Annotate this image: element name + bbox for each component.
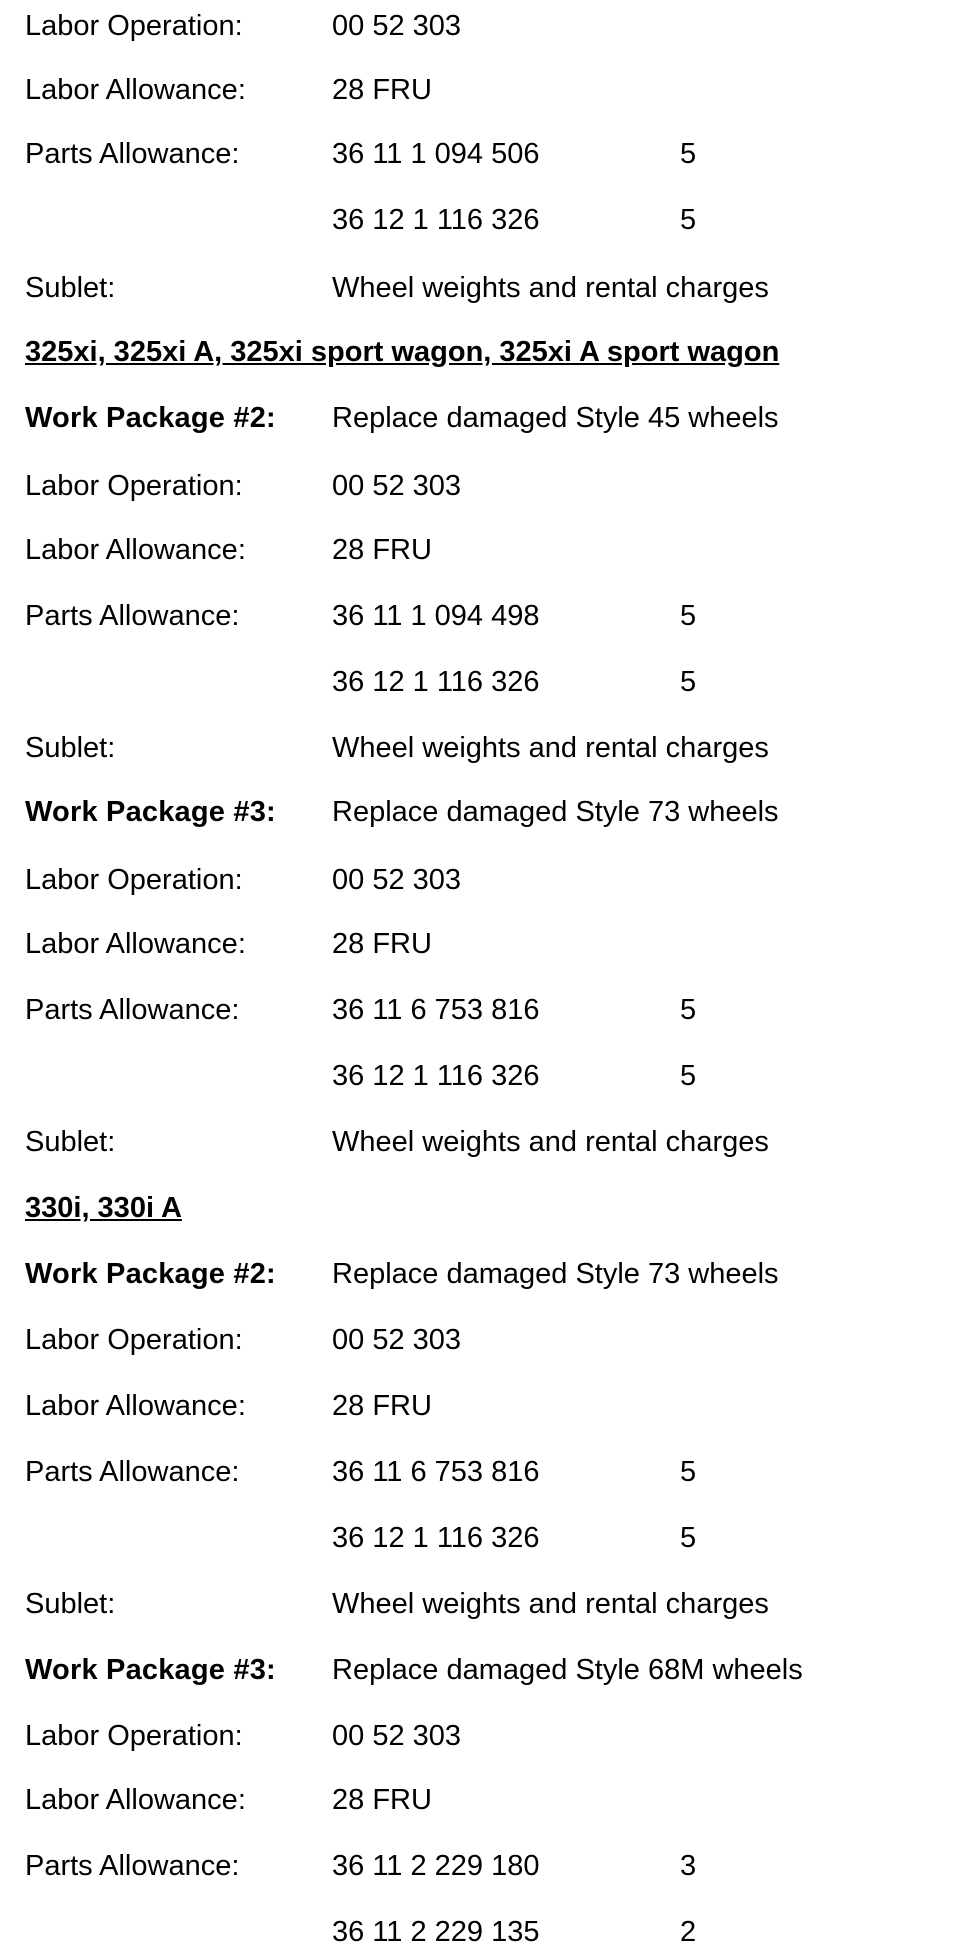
work-package-description: Replace damaged Style 73 wheels <box>332 1258 779 1290</box>
part-quantity: 5 <box>680 138 697 170</box>
labor-allowance-row <box>0 924 960 964</box>
part-number: 36 12 1 116 326 <box>332 204 540 236</box>
labor-operation-value: 00 52 303 <box>332 10 462 42</box>
labor-operation-row <box>0 1320 960 1360</box>
part-number: 36 11 2 229 180 <box>332 1850 540 1882</box>
labor-operation-label: Labor Operation: <box>25 10 243 42</box>
labor-allowance-row <box>0 70 960 110</box>
labor-allowance-value: 28 FRU <box>332 74 432 106</box>
part-quantity: 5 <box>680 994 697 1026</box>
sublet-label: Sublet: <box>25 272 116 304</box>
part-number: 36 11 2 229 135 <box>332 1916 540 1948</box>
part-quantity: 5 <box>680 1522 697 1554</box>
sublet-row <box>0 728 960 768</box>
part-quantity: 5 <box>680 1060 697 1092</box>
parts-allowance-row <box>0 1912 960 1952</box>
parts-allowance-row <box>0 134 960 174</box>
labor-operation-label: Labor Operation: <box>25 864 243 896</box>
labor-allowance-label: Labor Allowance: <box>25 74 246 106</box>
labor-operation-label: Labor Operation: <box>25 1324 243 1356</box>
work-package-description: Replace damaged Style 68M wheels <box>332 1654 803 1686</box>
work-package-label: Work Package #3: <box>25 1654 276 1686</box>
labor-allowance-label: Labor Allowance: <box>25 534 246 566</box>
labor-operation-label: Labor Operation: <box>25 470 243 502</box>
labor-allowance-label: Labor Allowance: <box>25 1784 246 1816</box>
sublet-row <box>0 268 960 308</box>
parts-allowance-row <box>0 990 960 1030</box>
part-number: 36 12 1 116 326 <box>332 666 540 698</box>
labor-operation-row <box>0 1716 960 1756</box>
labor-operation-value: 00 52 303 <box>332 1720 462 1752</box>
labor-operation-row <box>0 6 960 46</box>
sublet-value: Wheel weights and rental charges <box>332 732 769 764</box>
parts-allowance-row <box>0 596 960 636</box>
part-quantity: 5 <box>680 600 697 632</box>
labor-allowance-label: Labor Allowance: <box>25 928 246 960</box>
labor-allowance-value: 28 FRU <box>332 1390 432 1422</box>
sublet-value: Wheel weights and rental charges <box>332 1588 769 1620</box>
labor-operation-row <box>0 466 960 506</box>
work-package-label: Work Package #2: <box>25 402 276 434</box>
sublet-row <box>0 1122 960 1162</box>
labor-operation-value: 00 52 303 <box>332 1324 462 1356</box>
part-quantity: 5 <box>680 666 697 698</box>
sublet-label: Sublet: <box>25 1588 116 1620</box>
parts-allowance-row <box>0 1846 960 1886</box>
labor-operation-label: Labor Operation: <box>25 1720 243 1752</box>
work-package-row <box>0 792 960 832</box>
part-number: 36 11 6 753 816 <box>332 994 540 1026</box>
labor-operation-value: 00 52 303 <box>332 470 462 502</box>
labor-allowance-label: Labor Allowance: <box>25 1390 246 1422</box>
part-quantity: 2 <box>680 1916 697 1948</box>
work-package-label: Work Package #3: <box>25 796 276 828</box>
model-heading-325xi: 325xi, 325xi A, 325xi sport wagon, 325xi A sport wagon <box>25 336 780 368</box>
sublet-label: Sublet: <box>25 732 116 764</box>
labor-allowance-row <box>0 1780 960 1820</box>
sublet-label: Sublet: <box>25 1126 116 1158</box>
parts-allowance-row <box>0 200 960 240</box>
work-package-row <box>0 1650 960 1690</box>
sublet-value: Wheel weights and rental charges <box>332 272 769 304</box>
parts-allowance-row <box>0 1452 960 1492</box>
model-heading-row <box>0 332 960 372</box>
work-package-description: Replace damaged Style 73 wheels <box>332 796 779 828</box>
part-quantity: 3 <box>680 1850 697 1882</box>
parts-allowance-label: Parts Allowance: <box>25 1456 240 1488</box>
model-heading-row <box>0 1188 960 1228</box>
labor-allowance-value: 28 FRU <box>332 928 432 960</box>
part-quantity: 5 <box>680 204 697 236</box>
labor-operation-row <box>0 860 960 900</box>
parts-allowance-label: Parts Allowance: <box>25 994 240 1026</box>
work-package-row <box>0 398 960 438</box>
labor-operation-value: 00 52 303 <box>332 864 462 896</box>
part-number: 36 12 1 116 326 <box>332 1060 540 1092</box>
sublet-row <box>0 1584 960 1624</box>
labor-allowance-row <box>0 530 960 570</box>
labor-allowance-row <box>0 1386 960 1426</box>
model-heading-330i: 330i, 330i A <box>25 1192 182 1224</box>
work-package-description: Replace damaged Style 45 wheels <box>332 402 779 434</box>
part-number: 36 11 1 094 498 <box>332 600 540 632</box>
parts-allowance-label: Parts Allowance: <box>25 600 240 632</box>
parts-allowance-label: Parts Allowance: <box>25 138 240 170</box>
parts-allowance-row <box>0 1056 960 1096</box>
part-number: 36 11 1 094 506 <box>332 138 540 170</box>
labor-allowance-value: 28 FRU <box>332 534 432 566</box>
part-number: 36 12 1 116 326 <box>332 1522 540 1554</box>
labor-allowance-value: 28 FRU <box>332 1784 432 1816</box>
parts-allowance-label: Parts Allowance: <box>25 1850 240 1882</box>
part-number: 36 11 6 753 816 <box>332 1456 540 1488</box>
work-package-row <box>0 1254 960 1294</box>
part-quantity: 5 <box>680 1456 697 1488</box>
sublet-value: Wheel weights and rental charges <box>332 1126 769 1158</box>
work-package-label: Work Package #2: <box>25 1258 276 1290</box>
parts-allowance-row <box>0 1518 960 1558</box>
parts-allowance-row <box>0 662 960 702</box>
